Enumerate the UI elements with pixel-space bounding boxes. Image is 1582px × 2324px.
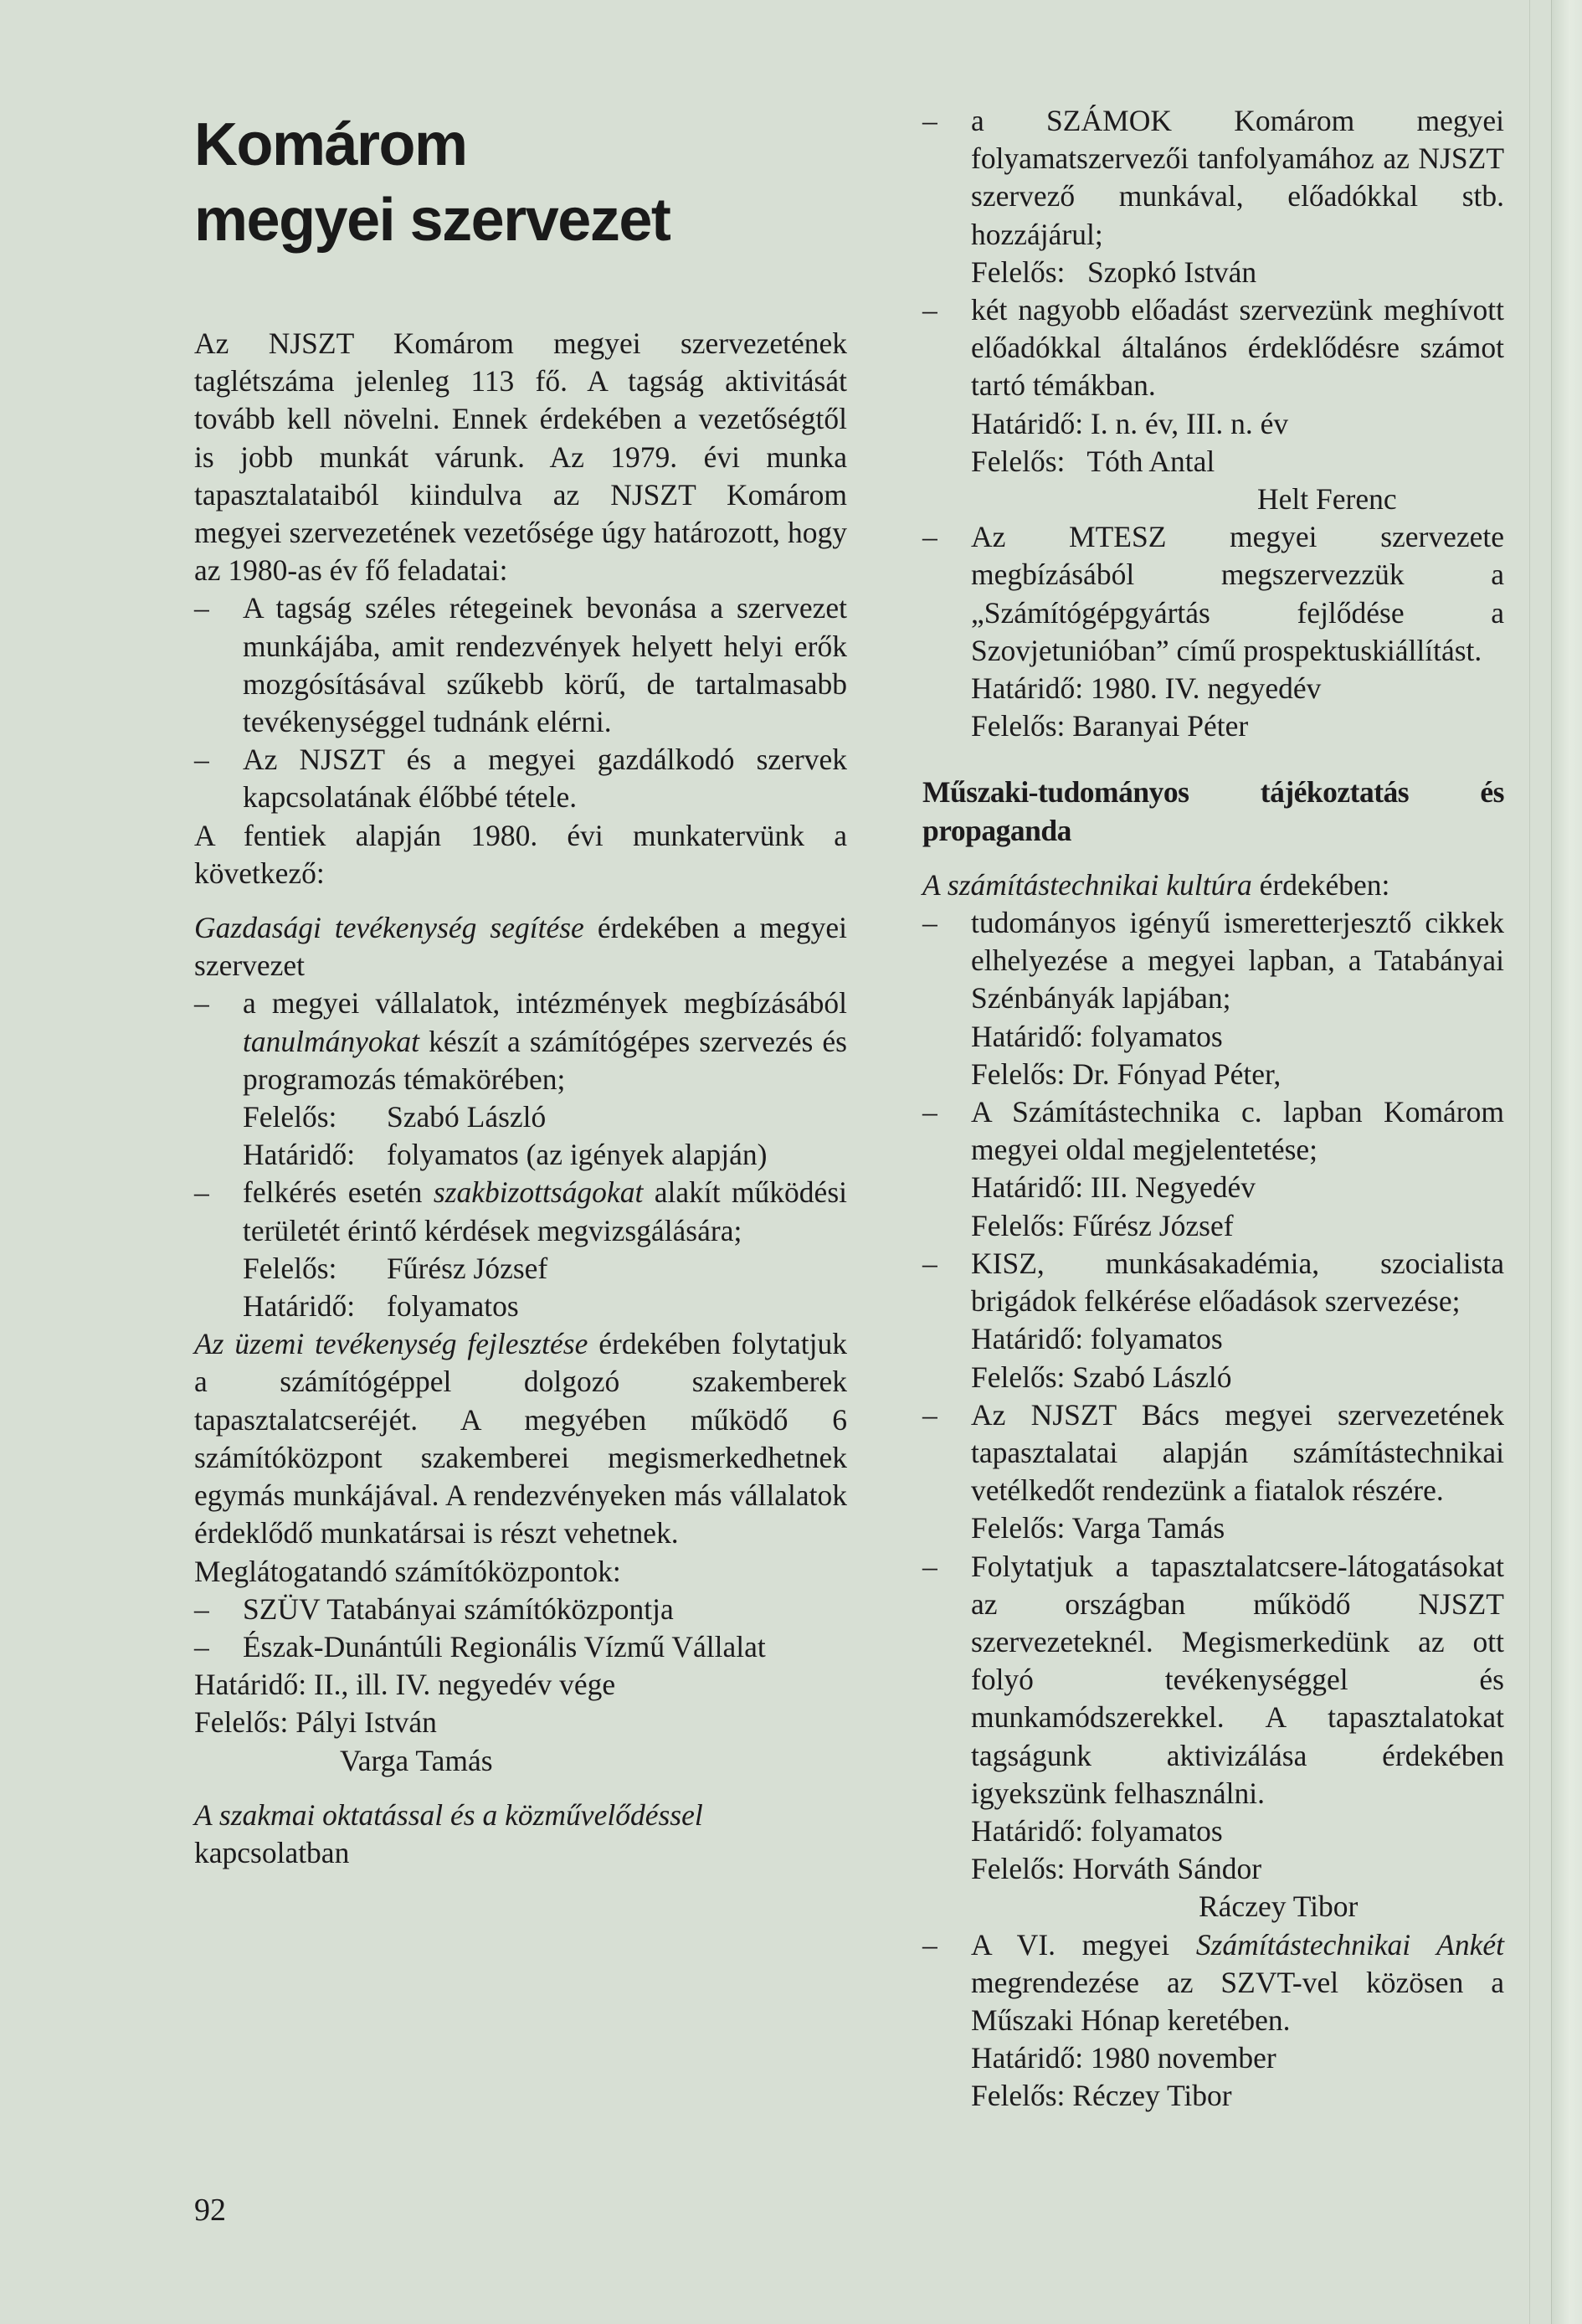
responsible-line: Felelős: Szabó László (971, 1360, 1232, 1394)
item-emphasis: szakbizottságokat (433, 1175, 644, 1210)
section-economic-heading (194, 909, 847, 985)
section-operational-body: érdekében folytatjuk a számítógéppel dolgozó szakemberek tapasztalatcseréjét. A megyében működő 6 számítóközpont szakemberei megismerkedhetnek egymás munkájával. A rendezvényeken más vállalatok érdeklődő munkatársai is részt vehetnek. (194, 1327, 847, 1550)
list-item (922, 291, 1504, 405)
deadline-line: Határidő: folyamatos (971, 1322, 1223, 1356)
page-fold-line (1529, 0, 1530, 2324)
item-text: a megyei vállalatok, intézmények megbízásából (243, 986, 847, 1021)
responsible-line: Felelős: Szopkó István (971, 255, 1257, 289)
list-item (922, 1926, 1504, 2040)
responsible-name-extra: Varga Tamás (340, 1743, 493, 1777)
deadline-label: Határidő: (243, 1138, 356, 1172)
visit-text: Észak-Dunántúli Regionális Vízmű Vállalat (243, 1629, 766, 1663)
section-economic-rest: érdekében a megyei szervezet (194, 911, 847, 983)
deadline-label: Határidő: (243, 1289, 356, 1324)
responsible-line: Felelős: Fűrész József (971, 1208, 1234, 1242)
task-item (194, 589, 847, 741)
dash-bullet-icon: – (922, 1246, 937, 1280)
task-text: A tagság széles rétegeinek bevonása a szervezet munkájába, amit rendezvények helyett helyi erők mozgósításával szűkebb körű, de tartalmasabb tevékenységgel tudnánk elérni. (243, 591, 847, 739)
deadline-line: Határidő: 1980 november (971, 2041, 1276, 2075)
task-text: Az NJSZT és a megyei gazdálkodó szervek kapcsolatának élőbbé tétele. (243, 743, 847, 815)
visit-label: Meglátogatandó számítóközpontok: (194, 1554, 621, 1588)
section-education-heading-rest: kapcsolatban (194, 1835, 350, 1869)
responsible-line (194, 1098, 847, 1136)
responsible-line: Felelős: Horváth Sándor (971, 1852, 1262, 1886)
item-text: két nagyobb előadást szervezünk meghívott előadókkal általános érdeklődésre számot tartó témákban. (971, 293, 1504, 403)
intro-paragraph: Az NJSZT Komárom megyei szervezetének taglétszáma jelenleg 113 fő. A tagság aktivitását tovább kell növelni. Ennek érdekében a vezetőségtől is jobb munkát várunk. Az 1979. évi munka tapasztalataiból kiindulva az NJSZT Komárom megyei szervezetének vezetősége úgy határozott, hogy az 1980-as év fő feladatai: (194, 326, 847, 588)
dash-bullet-icon: – (194, 1629, 209, 1663)
dash-bullet-icon: – (922, 520, 937, 554)
responsible-line: Felelős: Réczey Tibor (971, 2079, 1232, 2113)
item-text: Az MTESZ megyei szervezete megbízásából megszervezzük a „Számítógépgyártás fejlődése a Szovjetunióban” című prospektuskiállítást. (971, 520, 1504, 667)
deadline-value: folyamatos (387, 1289, 519, 1324)
responsible-line: Felelős: Varga Tamás (971, 1511, 1225, 1545)
responsible-line: Felelős: Tóth Antal (971, 444, 1215, 478)
responsible-label: Felelős: (243, 1100, 337, 1134)
left-column (194, 325, 847, 1872)
subheading-italic: A számítástechnikai kultúra (922, 867, 1252, 902)
item-text: Az NJSZT Bács megyei szervezetének tapasztalatai alapján számítástechnikai vetélkedőt rendezünk a fiatalok részére. (971, 1397, 1504, 1508)
dash-bullet-icon: – (922, 906, 937, 940)
visit-item (194, 1591, 847, 1628)
visit-item (194, 1628, 847, 1666)
item-text: felkérés esetén (243, 1175, 434, 1210)
deadline-line: Határidő: III. Negyedév (971, 1170, 1256, 1205)
subheading-rest: érdekében: (1251, 867, 1390, 902)
deadline-value: folyamatos (az igények alapján) (387, 1138, 768, 1172)
deadline-line (194, 1288, 847, 1325)
item-text: Folytatjuk a tapasztalatcsere-látogatásokat az országban működő NJSZT szervezeteknél. Megismerkedünk az ott folyó tevékenységgel és munkamódszerekkel. A tapasztalatokat tagságunk aktivizálása érdekében igyekszünk felhasználni. (971, 1549, 1504, 1810)
item-text: A VI. megyei (971, 1927, 1196, 1962)
title-line-1: Komárom (194, 111, 467, 178)
item-text: alakít működési területét érintő kérdések megvizsgálására; (243, 1175, 847, 1247)
list-item (922, 1548, 1504, 1812)
dash-bullet-icon: – (922, 1549, 937, 1583)
list-item (922, 102, 1504, 254)
item-text: megrendezése az SZVT-vel közösen a Műszaki Hónap keretében. (971, 1965, 1504, 2037)
right-bottom-list (922, 904, 1504, 2116)
right-column (922, 102, 1504, 2116)
responsible-name-extra: Ráczey Tibor (1199, 1890, 1359, 1924)
dash-bullet-icon: – (922, 104, 937, 137)
responsible-name-extra: Helt Ferenc (1257, 482, 1397, 517)
dash-bullet-icon: – (194, 591, 209, 625)
page-edge (1551, 0, 1582, 2324)
responsible-label: Felelős: (243, 1251, 337, 1285)
list-item (922, 1093, 1504, 1169)
section-education-heading: A szakmai oktatással és a közművelődéssel (194, 1797, 703, 1832)
item-text: KISZ, munkásakadémia, szocialista brigádok felkérése előadások szervezése; (971, 1246, 1504, 1319)
deadline-line (194, 1136, 847, 1174)
item-text: készít a számítógépes szervezés és programozás témakörében; (243, 1024, 847, 1096)
responsible-line: Felelős: Dr. Fónyad Péter, (971, 1057, 1282, 1091)
dash-bullet-icon: – (922, 1397, 937, 1432)
item-text: tudományos igényű ismeretterjesztő cikkek elhelyezése a megyei lapban, a Tatabányai Szénbányák lapjában; (971, 906, 1504, 1015)
subheading (922, 866, 1504, 904)
responsible-line: Felelős: Baranyai Péter (971, 709, 1249, 743)
dash-bullet-icon: – (922, 1927, 937, 1962)
responsible-line: Felelős: Pályi István (194, 1705, 437, 1740)
responsible-name: Szabó László (387, 1100, 547, 1134)
deadline-line: Határidő: II., ill. IV. negyedév vége (194, 1668, 616, 1702)
list-item (922, 518, 1504, 670)
dash-bullet-icon: – (194, 743, 209, 777)
list-item (922, 904, 1504, 1018)
item-text: A Számítástechnika c. lapban Komárom megyei oldal megjelentetése; (971, 1095, 1504, 1167)
item-emphasis: tanulmányokat (243, 1024, 419, 1058)
section-economic-title: Gazdasági tevékenység segítése (194, 911, 584, 945)
deadline-line: Határidő: folyamatos (971, 1813, 1223, 1848)
responsible-name: Fűrész József (387, 1251, 548, 1285)
section-operational-paragraph (194, 1325, 847, 1552)
dash-bullet-icon: – (194, 986, 209, 1021)
item-emphasis: Számítástechnikai Ankét (1195, 1927, 1504, 1962)
deadline-line: Határidő: folyamatos (971, 1019, 1223, 1053)
dash-bullet-icon: – (194, 1591, 209, 1626)
economic-item (194, 1174, 847, 1249)
list-item (922, 1396, 1504, 1510)
list-item (922, 1245, 1504, 1320)
title-line-2: megyei szervezet (194, 187, 670, 254)
section-heading: Műszaki-tudományos tájékoztatás és propaganda (922, 775, 1504, 847)
plan-intro: A fentiek alapján 1980. évi munkatervünk a következő: (194, 818, 847, 890)
page-number: 92 (194, 2193, 226, 2228)
article-title (194, 107, 670, 258)
visit-text: SZÜV Tatabányai számítóközpontja (243, 1591, 674, 1626)
dash-bullet-icon: – (194, 1175, 209, 1210)
responsible-line (194, 1250, 847, 1288)
task-item (194, 741, 847, 816)
right-top-list (922, 102, 1504, 745)
deadline-line: Határidő: I. n. év, III. n. év (971, 406, 1289, 440)
section-operational-title: Az üzemi tevékenység fejlesztése (194, 1327, 588, 1361)
dash-bullet-icon: – (922, 293, 937, 327)
dash-bullet-icon: – (922, 1095, 937, 1129)
item-text: a SZÁMOK Komárom megyei folyamatszervezői tanfolyamához az NJSZT szervező munkával, előadókkal stb. hozzájárul; (971, 104, 1504, 251)
economic-item (194, 985, 847, 1098)
deadline-line: Határidő: 1980. IV. negyedév (971, 671, 1322, 706)
